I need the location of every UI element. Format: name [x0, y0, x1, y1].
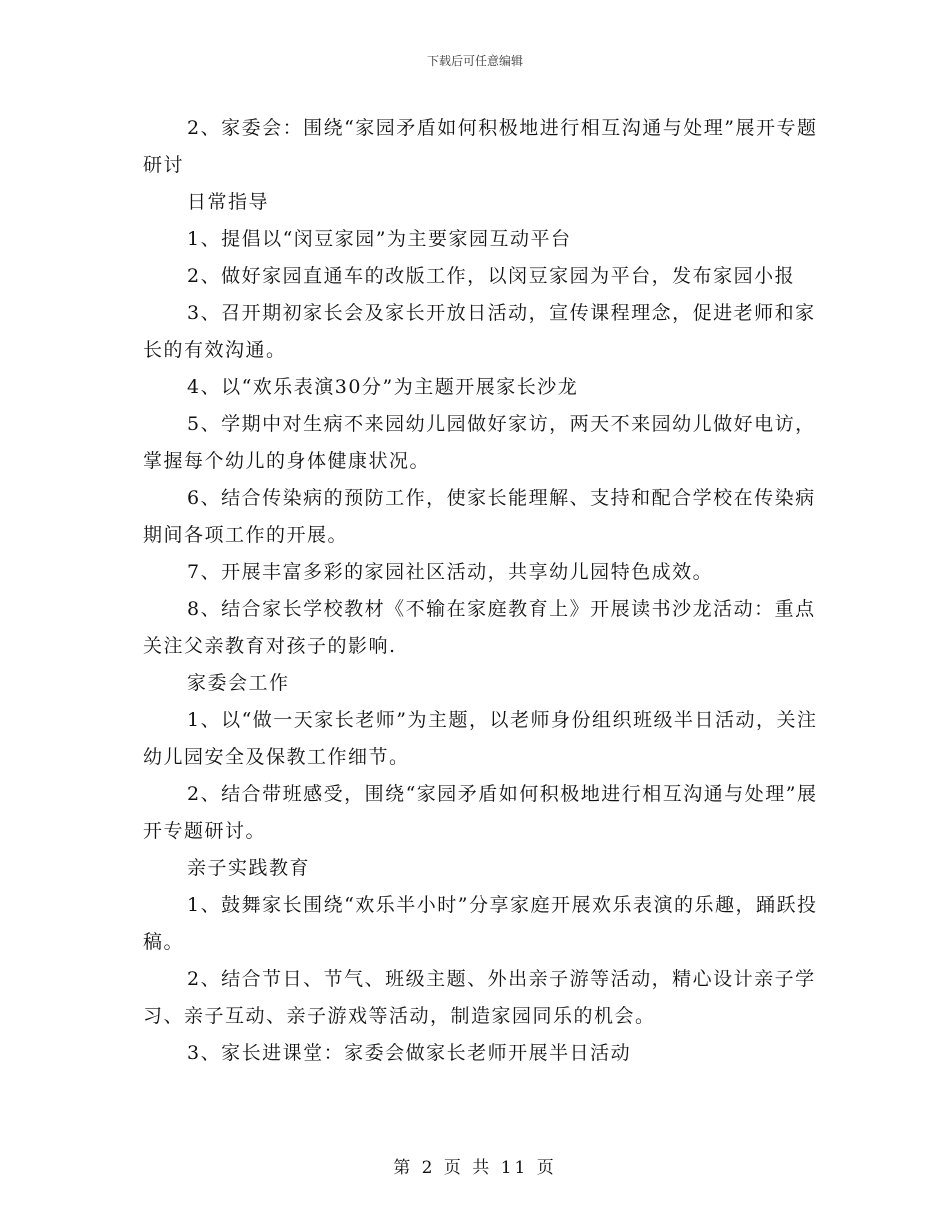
section-heading: 家委会工作 [187, 672, 290, 694]
paragraph: 2、做好家园直通车的改版工作，以闵豆家园为平台，发布家园小报 [187, 265, 796, 287]
paragraph: 8、结合家长学校教材《不输在家庭教育上》开展读书沙龙活动：重点关注父亲教育对孩子的影响. [143, 598, 816, 657]
paragraph: 1、提倡以“闵豆家园”为主要家园互动平台 [187, 228, 572, 250]
paragraph: 1、以“做一天家长老师”为主题，以老师身份组织班级半日活动，关注幼儿园安全及保教工作细节。 [143, 709, 818, 768]
section-heading: 日常指导 [187, 191, 270, 213]
paragraph: 2、结合带班感受，围绕“家园矛盾如何积极地进行相互沟通与处理”展开专题研讨。 [143, 783, 818, 842]
paragraph: 3、家长进课堂：家委会做家长老师开展半日活动 [187, 1042, 632, 1064]
paragraph: 7、开展丰富多彩的家园社区活动，共享幼儿园特色成效。 [187, 561, 714, 583]
paragraph: 2、家委会：围绕“家园矛盾如何积极地进行相互沟通与处理”展开专题研讨 [143, 117, 818, 176]
page-number-footer: 第 2 页 共 11 页 [393, 1158, 557, 1178]
page-header: 下载后可任意编辑 [426, 54, 523, 68]
section-heading: 亲子实践教育 [187, 857, 311, 879]
paragraph: 1、鼓舞家长围绕“欢乐半小时”分享家庭开展欢乐表演的乐趣，踊跃投稿。 [143, 894, 818, 953]
paragraph: 4、以“欢乐表演30分”为主题开展家长沙龙 [187, 376, 579, 398]
paragraph: 2、结合节日、节气、班级主题、外出亲子游等活动，精心设计亲子学习、亲子互动、亲子游戏等活动，制造家园同乐的机会。 [143, 968, 816, 1027]
paragraph: 3、召开期初家长会及家长开放日活动，宣传课程理念，促进老师和家长的有效沟通。 [143, 302, 816, 361]
document-body [143, 110, 823, 1072]
paragraph: 6、结合传染病的预防工作，使家长能理解、支持和配合学校在传染病期间各项工作的开展。 [143, 487, 816, 546]
paragraph: 5、学期中对生病不来园幼儿园做好家访，两天不来园幼儿做好电访，掌握每个幼儿的身体健康状况。 [143, 413, 816, 472]
